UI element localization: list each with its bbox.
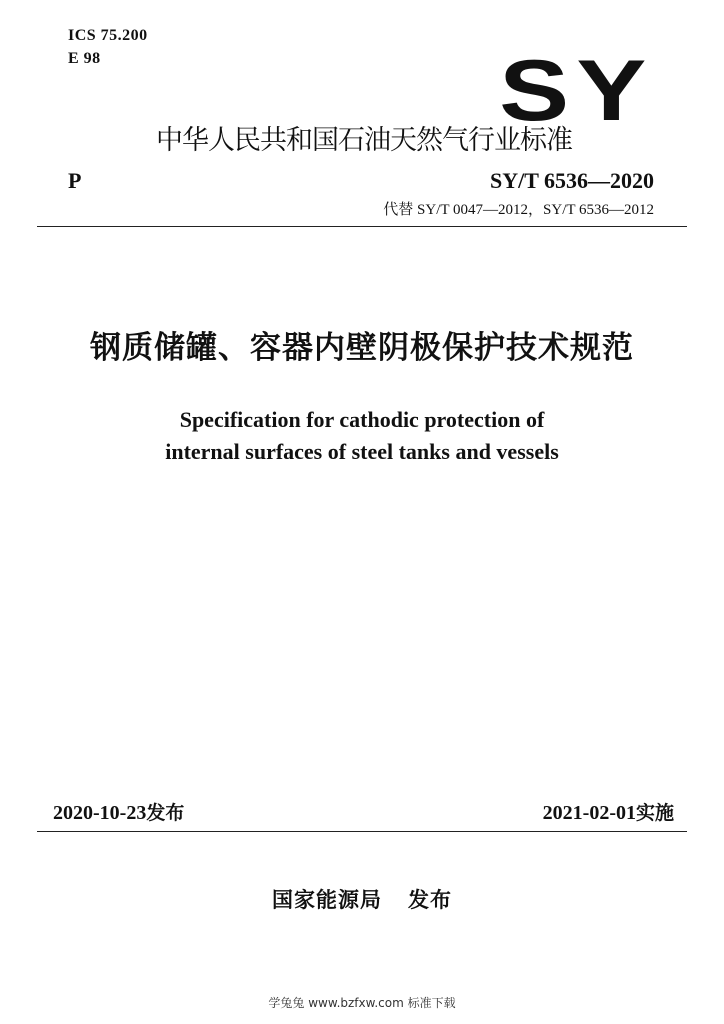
effective-date-block [543,798,674,825]
issuer-name: 国家能源局 [272,888,382,912]
ccs-code: E 98 [68,50,101,67]
replaces-note: 代替 SY/T 0047—2012，SY/T 6536—2012 [383,202,654,218]
top-divider [37,226,687,227]
title-chinese: 钢质储罐、容器内壁阴极保护技术规范 [90,330,634,366]
title-english-line1: Specification for cathodic protection of [179,407,545,432]
publish-date-block [53,798,184,825]
publish-label: 发布 [146,802,185,824]
issuer-action: 发布 [408,888,452,912]
category-letter: P [68,168,82,193]
ics-code: ICS 75.200 [68,27,148,44]
title-english [0,404,724,468]
issuer-block [0,884,724,914]
effective-date: 2021-02-01 [542,802,636,824]
sy-logo: SY [499,43,654,139]
organization-title: 中华人民共和国石油天然气行业标准 [156,125,572,156]
footer-watermark: 学兔兔 www.bzfxw.com 标准下载 [268,996,456,1010]
title-english-line2: internal surfaces of steel tanks and vessels [165,439,559,464]
standard-code: SY/T 6536—2020 [489,168,654,193]
publish-date: 2020-10-23 [53,802,147,824]
bottom-divider [37,831,687,832]
effective-label: 实施 [635,802,674,824]
